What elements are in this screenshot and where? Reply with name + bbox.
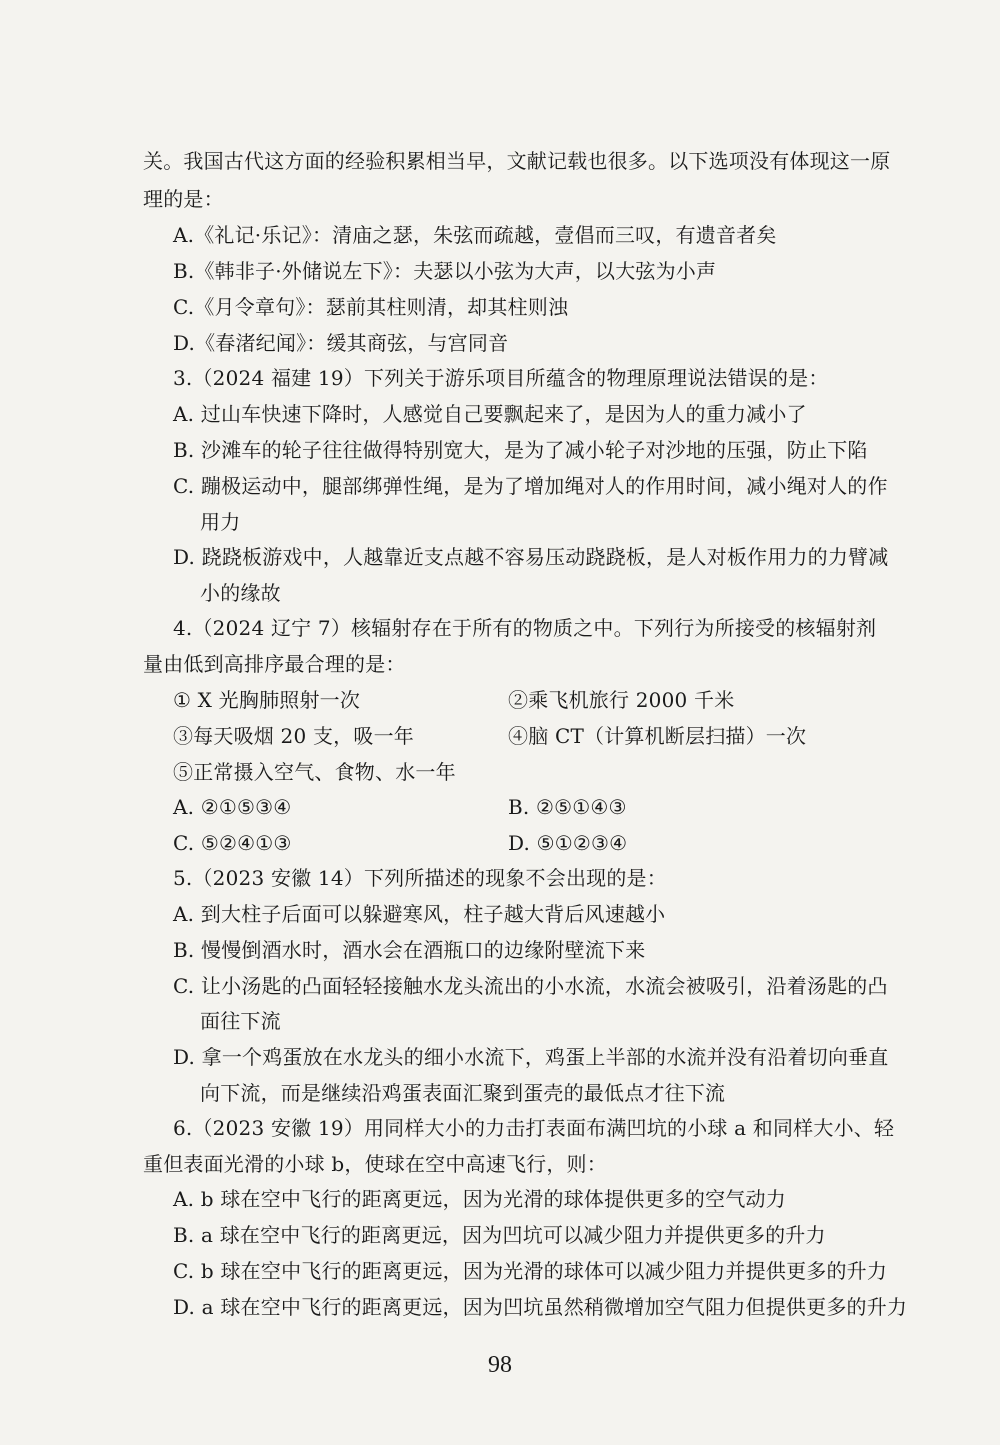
- q3-stem: 3.（2024 福建 19）下列关于游乐项目所蕴含的物理原理说法错误的是：: [173, 366, 829, 390]
- q6-stem-line-1: 6.（2023 安徽 19）用同样大小的力击打表面布满凹坑的小球 a 和同样大小、轻: [173, 1116, 895, 1140]
- q5-option-b: B. 慢慢倒酒水时，酒水会在酒瓶口的边缘附壁流下来: [173, 938, 646, 962]
- q6-option-c: C. b 球在空中飞行的距离更远，因为光滑的球体可以减少阻力并提供更多的升力: [173, 1259, 888, 1283]
- q5-option-c-line-2: 面往下流: [200, 1009, 281, 1033]
- q4-item-1: ① X 光胸肺照射一次: [173, 688, 361, 712]
- q4-option-c: C. ⑤②④①③: [173, 831, 292, 855]
- q2-option-c: C.《月令章句》：瑟前其柱则清，却其柱则浊: [173, 295, 569, 319]
- q4-item-3: ③每天吸烟 20 支，吸一年: [173, 724, 414, 748]
- q3-option-b: B. 沙滩车的轮子往往做得特别宽大，是为了减小轮子对沙地的压强，防止下陷: [173, 438, 868, 462]
- q3-option-c-line-2: 用力: [200, 510, 241, 534]
- q4-stem-line-1: 4.（2024 辽宁 7）核辐射存在于所有的物质之中。下列行为所接受的核辐射剂: [173, 616, 877, 640]
- q3-option-d-line-2: 小的缘故: [200, 581, 281, 605]
- page-number: 98: [488, 1352, 512, 1378]
- q4-item-2: ②乘飞机旅行 2000 千米: [508, 688, 735, 712]
- q4-item-4: ④脑 CT（计算机断层扫描）一次: [508, 724, 807, 748]
- q2-option-a: A.《礼记·乐记》：清庙之瑟，朱弦而疏越，壹倡而三叹，有遗音者矣: [173, 223, 777, 247]
- q2-option-b: B.《韩非子·外储说左下》：夫瑟以小弦为大声，以大弦为小声: [173, 259, 717, 283]
- q5-option-d-line-1: D. 拿一个鸡蛋放在水龙头的细小水流下，鸡蛋上半部的水流并没有沿着切向垂直: [173, 1045, 889, 1069]
- q5-option-d-line-2: 向下流，而是继续沿鸡蛋表面汇聚到蛋壳的最低点才往下流: [200, 1081, 726, 1105]
- intro-line-1: 关。我国古代这方面的经验积累相当早，文献记载也很多。以下选项没有体现这一原: [143, 149, 891, 173]
- q3-option-c-line-1: C. 蹦极运动中，腿部绑弹性绳，是为了增加绳对人的作用时间，减小绳对人的作: [173, 474, 888, 498]
- q5-option-a: A. 到大柱子后面可以躲避寒风，柱子越大背后风速越小: [173, 902, 666, 926]
- q3-option-d-line-1: D. 跷跷板游戏中，人越靠近支点越不容易压动跷跷板，是人对板作用力的力臂减: [173, 545, 889, 569]
- q6-option-b: B. a 球在空中飞行的距离更远，因为凹坑可以减少阻力并提供更多的升力: [173, 1223, 826, 1247]
- q5-stem: 5.（2023 安徽 14）下列所描述的现象不会出现的是：: [173, 866, 667, 890]
- q3-option-a: A. 过山车快速下降时，人感觉自己要飘起来了，是因为人的重力减小了: [173, 402, 807, 426]
- q6-stem-line-2: 重但表面光滑的小球 b，使球在空中高速飞行，则：: [143, 1152, 607, 1176]
- q4-option-d: D. ⑤①②③④: [508, 831, 628, 855]
- q4-option-b: B. ②⑤①④③: [508, 795, 627, 819]
- q6-option-d: D. a 球在空中飞行的距离更远，因为凹坑虽然稍微增加空气阻力但提供更多的升力: [173, 1295, 908, 1319]
- intro-line-2: 理的是：: [143, 187, 224, 211]
- q4-option-a: A. ②①⑤③④: [173, 795, 292, 819]
- q5-option-c-line-1: C. 让小汤匙的凸面轻轻接触水龙头流出的小水流，水流会被吸引，沿着汤匙的凸: [173, 974, 888, 998]
- q4-stem-line-2: 量由低到高排序最合理的是：: [143, 652, 406, 676]
- q6-option-a: A. b 球在空中飞行的距离更远，因为光滑的球体提供更多的空气动力: [173, 1187, 786, 1211]
- q2-option-d: D.《春渚纪闻》：缓其商弦，与宫同音: [173, 331, 509, 355]
- q4-item-5: ⑤正常摄入空气、食物、水一年: [173, 760, 456, 784]
